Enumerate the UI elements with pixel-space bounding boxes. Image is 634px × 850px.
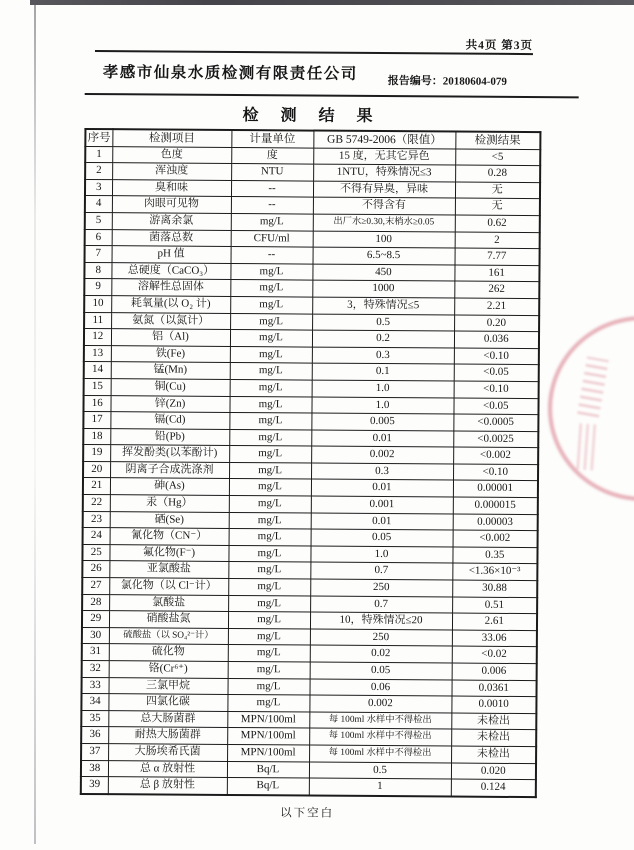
cell-index: 35 bbox=[81, 710, 108, 727]
cell-unit: MPN/100ml bbox=[227, 744, 309, 761]
seal-text-mark bbox=[576, 423, 599, 470]
cell-limit: 0.1 bbox=[312, 363, 454, 381]
cell-index: 8 bbox=[84, 262, 111, 279]
cell-unit: Bq/L bbox=[227, 761, 309, 778]
cell-limit: 0.02 bbox=[310, 645, 452, 663]
header-index: 序号 bbox=[85, 129, 112, 146]
cell-result: <0.0005 bbox=[453, 414, 538, 431]
cell-limit: 0.5 bbox=[309, 762, 451, 780]
cell-item: 游离余氯 bbox=[112, 213, 231, 230]
cell-index: 21 bbox=[83, 478, 110, 495]
header-limit: GB 5749-2006（限值） bbox=[313, 131, 455, 149]
page-indicator: 共4页 第3页 bbox=[465, 39, 534, 53]
cell-item: 耗氧量(以 O₂ 计) bbox=[111, 296, 230, 313]
cell-item: 锌(Zn) bbox=[110, 395, 229, 412]
cell-unit: mg/L bbox=[228, 661, 310, 678]
cell-item: 总 β 放射性 bbox=[108, 777, 227, 795]
cell-item: 铅(Pb) bbox=[110, 428, 229, 445]
cell-limit: 1.0 bbox=[311, 397, 453, 415]
cell-index: 3 bbox=[85, 179, 112, 196]
cell-item: 四氯化碳 bbox=[108, 694, 227, 711]
cell-item: 色度 bbox=[112, 146, 231, 163]
cell-limit: 0.05 bbox=[310, 662, 452, 680]
cell-item: 臭和味 bbox=[112, 179, 231, 196]
cell-result: 0.62 bbox=[455, 215, 540, 232]
cell-unit: mg/L bbox=[229, 496, 311, 513]
cell-index: 23 bbox=[83, 511, 110, 528]
cell-limit: 每 100ml 水样中不得检出 bbox=[309, 728, 451, 746]
cell-unit: mg/L bbox=[228, 678, 310, 695]
cell-unit: mg/L bbox=[230, 313, 312, 330]
cell-limit: 1000 bbox=[312, 280, 454, 298]
cell-unit: mg/L bbox=[230, 363, 312, 380]
cell-limit: 1.0 bbox=[312, 380, 454, 398]
cell-item: 铁(Fe) bbox=[111, 345, 230, 362]
header-rule-bottom bbox=[85, 93, 579, 98]
cell-limit: 15 度，无其它异色 bbox=[313, 148, 455, 166]
cell-item: 三氯甲烷 bbox=[109, 677, 228, 694]
cell-result: 161 bbox=[454, 265, 539, 282]
cell-unit: mg/L bbox=[228, 545, 310, 562]
cell-index: 28 bbox=[82, 594, 109, 611]
header-result: 检测结果 bbox=[455, 132, 540, 150]
cell-result: <0.02 bbox=[452, 646, 537, 663]
cell-index: 33 bbox=[82, 677, 109, 694]
cell-result: 无 bbox=[455, 182, 540, 199]
cell-limit: 0.01 bbox=[311, 430, 453, 448]
cell-item: 氯酸盐 bbox=[109, 594, 228, 611]
cell-index: 17 bbox=[83, 412, 110, 429]
cell-limit: 0.06 bbox=[310, 679, 452, 697]
cell-unit: mg/L bbox=[228, 579, 310, 596]
cell-result: 2 bbox=[455, 232, 540, 249]
cell-item: 菌落总数 bbox=[112, 229, 231, 246]
cell-result: <0.10 bbox=[454, 348, 539, 365]
cell-result: <0.05 bbox=[453, 398, 538, 415]
header-item: 检测项目 bbox=[112, 129, 231, 147]
cell-index: 5 bbox=[85, 212, 112, 229]
cell-unit: mg/L bbox=[228, 612, 310, 629]
cell-unit: MPN/100ml bbox=[227, 728, 309, 745]
cell-result: 2.61 bbox=[452, 613, 537, 630]
cell-item: 阴离子合成洗涤剂 bbox=[110, 462, 229, 479]
cell-index: 39 bbox=[81, 777, 108, 794]
cell-unit: mg/L bbox=[229, 529, 311, 546]
cell-index: 27 bbox=[82, 577, 109, 594]
cell-index: 26 bbox=[82, 561, 109, 578]
cell-index: 4 bbox=[85, 196, 112, 213]
cell-limit: 0.001 bbox=[311, 496, 453, 514]
cell-unit: mg/L bbox=[229, 462, 311, 479]
cell-result: 2.21 bbox=[454, 298, 539, 315]
cell-unit: mg/L bbox=[230, 263, 312, 280]
cell-result: 0.0361 bbox=[451, 680, 536, 697]
cell-result: <1.36×10⁻³ bbox=[452, 563, 537, 580]
cell-index: 10 bbox=[84, 295, 111, 312]
report-number bbox=[388, 72, 507, 89]
cell-item: pH 值 bbox=[112, 246, 231, 263]
cell-item: 溶解性总固体 bbox=[111, 279, 230, 296]
cell-index: 14 bbox=[84, 362, 111, 379]
cell-index: 19 bbox=[83, 445, 110, 462]
cell-index: 24 bbox=[83, 528, 110, 545]
cell-result: <0.0025 bbox=[453, 431, 538, 448]
cell-unit: mg/L bbox=[229, 512, 311, 529]
cell-item: 铜(Cu) bbox=[111, 379, 230, 396]
cell-item: 硫化物 bbox=[109, 644, 228, 661]
cell-index: 1 bbox=[85, 146, 112, 163]
cell-result: 0.020 bbox=[451, 763, 536, 780]
cell-limit: 0.05 bbox=[311, 529, 453, 547]
cell-item: 硝酸盐氮 bbox=[109, 611, 228, 628]
cell-unit: NTU bbox=[231, 164, 313, 181]
cell-unit: mg/L bbox=[228, 562, 310, 579]
cell-item: 硒(Se) bbox=[110, 511, 229, 528]
cell-limit: 1NTU，特殊情况≤3 bbox=[313, 164, 455, 182]
cell-limit: 0.01 bbox=[311, 513, 453, 531]
cell-limit: 不得有异臭，异味 bbox=[313, 181, 455, 199]
cell-limit: 0.2 bbox=[312, 330, 454, 348]
report-number-label: 报告编号： bbox=[387, 75, 443, 88]
cell-limit: 0.002 bbox=[311, 446, 453, 464]
cell-limit: 1 bbox=[309, 778, 451, 796]
cell-unit: mg/L bbox=[229, 396, 311, 413]
cell-result: 未检出 bbox=[451, 746, 536, 763]
cell-result: 7.77 bbox=[455, 248, 540, 265]
cell-index: 34 bbox=[81, 694, 108, 711]
cell-item: 氟化物(F⁻) bbox=[109, 544, 228, 561]
cell-result: 0.124 bbox=[451, 779, 536, 797]
cell-limit: 0.3 bbox=[311, 463, 453, 481]
cell-result: 无 bbox=[455, 198, 540, 215]
cell-result: <0.10 bbox=[454, 381, 539, 398]
cell-unit: mg/L bbox=[231, 213, 313, 230]
cell-item: 浑浊度 bbox=[112, 163, 231, 180]
cell-index: 29 bbox=[82, 611, 109, 628]
cell-index: 20 bbox=[83, 461, 110, 478]
cell-limit: 0.002 bbox=[309, 695, 451, 713]
cell-limit: 0.5 bbox=[312, 314, 454, 332]
cell-limit: 3，特殊情况≤5 bbox=[312, 297, 454, 315]
cell-index: 13 bbox=[84, 345, 111, 362]
cell-unit: mg/L bbox=[228, 628, 310, 645]
cell-item: 铬(Cr⁶⁺) bbox=[109, 661, 228, 678]
cell-limit: 10，特殊情况≤20 bbox=[310, 612, 452, 630]
cell-item: 总硬度（CaCO₃） bbox=[111, 262, 230, 279]
cell-item: 挥发酚类(以苯酚计) bbox=[110, 445, 229, 462]
cell-result: 30.88 bbox=[452, 580, 537, 597]
cell-limit: 450 bbox=[312, 264, 454, 282]
cell-unit: -- bbox=[231, 247, 313, 264]
section-title: 检 测 结 果 bbox=[242, 107, 382, 126]
cell-unit: mg/L bbox=[228, 645, 310, 662]
cell-limit: 250 bbox=[310, 579, 452, 597]
cell-result: 0.0010 bbox=[451, 696, 536, 713]
cell-index: 30 bbox=[82, 627, 109, 644]
cell-limit: 0.3 bbox=[312, 347, 454, 365]
cell-limit: 0.7 bbox=[310, 562, 452, 580]
cell-item: 硫酸盐（以 SO₄²⁻计） bbox=[109, 627, 228, 644]
cell-result: 0.28 bbox=[455, 165, 540, 182]
cell-index: 12 bbox=[84, 329, 111, 346]
cell-item: 耐热大肠菌群 bbox=[108, 727, 227, 744]
cell-limit: 6.5~8.5 bbox=[313, 247, 455, 265]
cell-limit: 100 bbox=[313, 231, 455, 249]
cell-index: 11 bbox=[84, 312, 111, 329]
cell-unit: Bq/L bbox=[227, 778, 309, 796]
cell-result: <0.05 bbox=[454, 364, 539, 381]
cell-unit: mg/L bbox=[230, 296, 312, 313]
cell-index: 31 bbox=[82, 644, 109, 661]
results-table bbox=[80, 128, 542, 798]
cell-unit: mg/L bbox=[230, 330, 312, 347]
cell-item: 镉(Cd) bbox=[110, 412, 229, 429]
cell-index: 16 bbox=[83, 395, 110, 412]
cell-index: 36 bbox=[81, 727, 108, 744]
cell-item: 氨氮（以氮计） bbox=[111, 312, 230, 329]
cell-unit: mg/L bbox=[228, 595, 310, 612]
cell-unit: mg/L bbox=[229, 429, 311, 446]
cell-item: 总大肠菌群 bbox=[108, 710, 227, 727]
cell-unit: mg/L bbox=[229, 413, 311, 430]
cell-result: 0.036 bbox=[454, 331, 539, 348]
cell-item: 锰(Mn) bbox=[111, 362, 230, 379]
cell-result: 262 bbox=[454, 281, 539, 298]
cell-item: 总 α 放射性 bbox=[108, 760, 227, 777]
cell-result: <0.002 bbox=[453, 447, 538, 464]
report-number-value: 20180604-079 bbox=[442, 75, 508, 88]
header-unit: 计量单位 bbox=[231, 130, 313, 148]
cell-index: 15 bbox=[84, 378, 111, 395]
cell-result: 0.35 bbox=[452, 547, 537, 564]
cell-index: 7 bbox=[85, 246, 112, 263]
cell-item: 砷(As) bbox=[110, 478, 229, 495]
cell-limit: 每 100ml 水样中不得检出 bbox=[309, 712, 451, 730]
cell-item: 大肠埃希氏菌 bbox=[108, 744, 227, 761]
cell-limit: 每 100ml 水样中不得检出 bbox=[309, 745, 451, 763]
cell-index: 18 bbox=[83, 428, 110, 445]
cell-result: 0.00001 bbox=[453, 481, 538, 498]
footer-note: 以下空白 bbox=[280, 807, 335, 820]
cell-index: 6 bbox=[85, 229, 112, 246]
cell-item: 氰化物（CN⁻） bbox=[110, 528, 229, 545]
cell-unit: 度 bbox=[231, 147, 313, 164]
cell-index: 38 bbox=[81, 760, 108, 777]
cell-result: <0.002 bbox=[453, 530, 538, 547]
cell-item: 氯化物（以 Cl⁻计） bbox=[109, 578, 228, 595]
cell-item: 铝（Al) bbox=[111, 329, 230, 346]
cell-unit: CFU/ml bbox=[231, 230, 313, 247]
company-name: 孝感市仙泉水质检测有限责任公司 bbox=[102, 64, 358, 83]
cell-unit: mg/L bbox=[230, 280, 312, 297]
cell-result: 0.20 bbox=[454, 315, 539, 332]
cell-result: 0.51 bbox=[452, 597, 537, 614]
cell-unit: -- bbox=[231, 180, 313, 197]
cell-limit: 出厂水≥0.30,末梢水≥0.05 bbox=[313, 214, 455, 232]
cell-unit: mg/L bbox=[230, 346, 312, 363]
cell-unit: mg/L bbox=[229, 446, 311, 463]
cell-index: 37 bbox=[81, 743, 108, 760]
cell-result: 0.00003 bbox=[453, 514, 538, 531]
cell-limit: 不得含有 bbox=[313, 197, 455, 215]
cell-index: 32 bbox=[82, 660, 109, 677]
cell-limit: 250 bbox=[310, 629, 452, 647]
cell-item: 亚氯酸盐 bbox=[109, 561, 228, 578]
cell-result: 0.000015 bbox=[453, 497, 538, 514]
cell-result: <0.10 bbox=[453, 464, 538, 481]
cell-item: 肉眼可见物 bbox=[112, 196, 231, 213]
cell-limit: 1.0 bbox=[310, 546, 452, 564]
cell-result: 未检出 bbox=[451, 729, 536, 746]
cell-index: 9 bbox=[84, 279, 111, 296]
cell-result: <5 bbox=[455, 149, 540, 166]
cell-item: 汞（Hg） bbox=[110, 495, 229, 512]
results-table-body bbox=[81, 146, 541, 797]
company-seal-stamp bbox=[548, 316, 634, 501]
cell-result: 0.006 bbox=[452, 663, 537, 680]
cell-unit: mg/L bbox=[229, 479, 311, 496]
cell-unit: mg/L bbox=[230, 379, 312, 396]
cell-index: 22 bbox=[83, 495, 110, 512]
cell-unit: MPN/100ml bbox=[227, 711, 309, 728]
cell-index: 25 bbox=[82, 544, 109, 561]
table-row bbox=[81, 777, 536, 797]
cell-limit: 0.01 bbox=[311, 480, 453, 498]
cell-index: 2 bbox=[85, 163, 112, 180]
cell-limit: 0.7 bbox=[310, 596, 452, 614]
cell-result: 未检出 bbox=[451, 713, 536, 730]
cell-result: 33.06 bbox=[452, 630, 537, 647]
cell-unit: mg/L bbox=[227, 695, 309, 712]
cell-unit: -- bbox=[231, 197, 313, 214]
cell-limit: 0.005 bbox=[311, 413, 453, 431]
